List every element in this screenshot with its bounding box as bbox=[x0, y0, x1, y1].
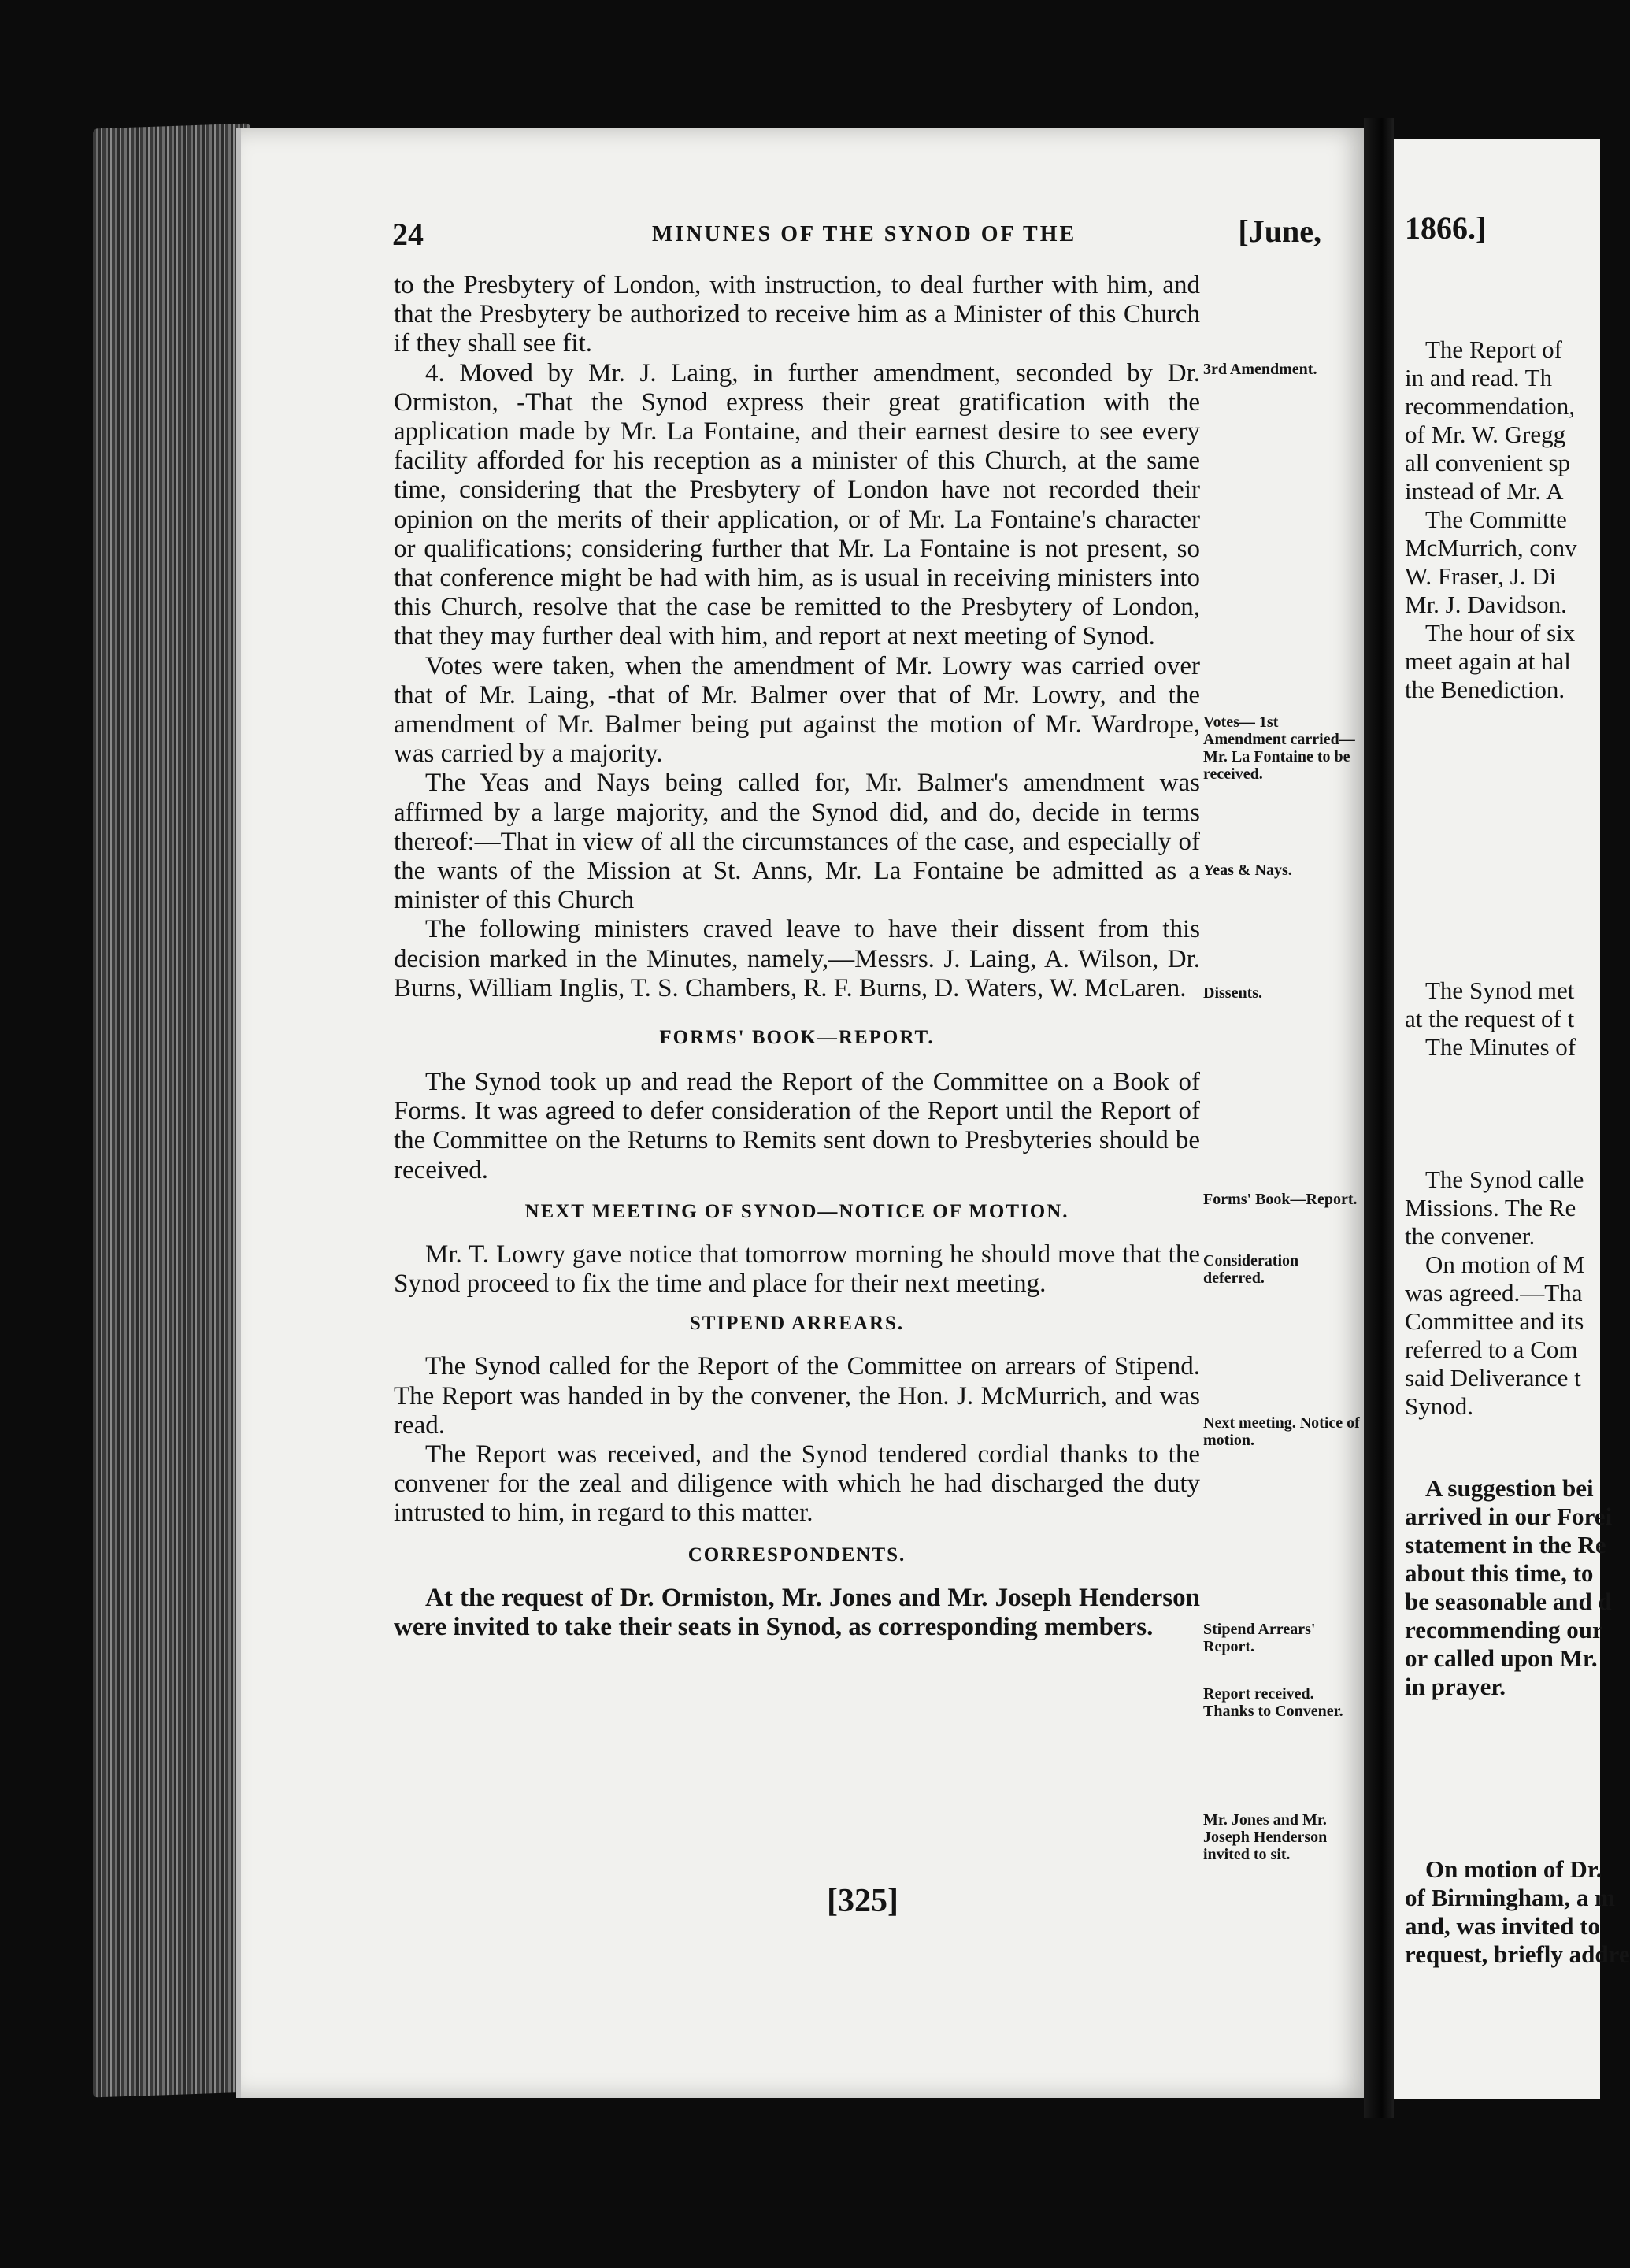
facing-line: The hour of six bbox=[1425, 619, 1576, 647]
page-title: MINUNES OF THE SYNOD OF THE bbox=[652, 222, 1077, 246]
paragraph: Mr. T. Lowry gave notice that tomorrow morning he should move that the Synod proceed to fix the time and place for their next meeting. bbox=[394, 1240, 1200, 1299]
paragraph: The Synod called for the Report of the Committee on arrears of Stipend. The Report was handed in by the convener, the Hon. J. McMurrich, and was read. bbox=[394, 1352, 1200, 1440]
facing-line: about this time, to bbox=[1405, 1559, 1594, 1587]
page-number: 24 bbox=[392, 217, 424, 252]
margin-note: Report received. Thanks to Convener. bbox=[1203, 1685, 1343, 1720]
section-heading: NEXT MEETING OF SYNOD—NOTICE OF MOTION. bbox=[524, 1200, 1069, 1222]
facing-line: in prayer. bbox=[1405, 1673, 1506, 1700]
margin-note: Dissents. bbox=[1203, 984, 1263, 1002]
facing-line: Synod. bbox=[1405, 1392, 1473, 1420]
facing-line: recommendation, bbox=[1405, 392, 1576, 420]
facing-line: McMurrich, conv bbox=[1405, 534, 1577, 561]
facing-line: was agreed.—Tha bbox=[1405, 1279, 1583, 1306]
facing-line: Missions. The Re bbox=[1405, 1194, 1576, 1221]
facing-line: at the request of t bbox=[1405, 1005, 1575, 1032]
body-text bbox=[394, 271, 1200, 1642]
facing-line: Committee and its bbox=[1405, 1307, 1584, 1335]
section-heading: CORRESPONDENTS. bbox=[687, 1544, 906, 1566]
book-fore-edge bbox=[93, 124, 250, 2098]
facing-line: recommending our bbox=[1405, 1616, 1603, 1644]
facing-line: Mr. J. Davidson. bbox=[1405, 591, 1567, 618]
footer-number: [325] bbox=[827, 1883, 898, 1919]
facing-line: On motion of Dr. bbox=[1425, 1855, 1602, 1883]
facing-line: and, was invited to bbox=[1405, 1912, 1601, 1940]
paragraph: 4. Moved by Mr. J. Laing, in further amendment, seconded by Dr. Ormiston, -That the Synod express their great gratification with the application made by Mr. La Fontaine, and their earnest desire to see every facility afforded for his reception as a minister of this Church, at the same time, considering that the Presbytery of London have not recorded their opinion on the merits of their application, or of Mr. La Fontaine's character or qualifications; considering further that Mr. La Fontaine is not present, so that conference might be had with him, as is usual in receiving ministers into this Church, resolve that the case be remitted to the Presbytery of London, that they may further deal with him, and report at next meeting of Synod. bbox=[394, 358, 1200, 651]
section-heading: FORMS' BOOK—REPORT. bbox=[659, 1027, 935, 1049]
paragraph: The following ministers craved leave to have their dissent from this decision marked in the Minutes, namely,—Messrs. J. Laing, A. Wilson, Dr. Burns, William Inglis, T. S. Chambers, R. F. Burns, D. Waters, W. McLaren. bbox=[394, 915, 1200, 1002]
paragraph: The Yeas and Nays being called for, Mr. Balmer's amendment was affirmed by a large majority, and the Synod did, and do, decide in terms thereof:—That in view of all the circumstances of the case, and especially of the wants of the Mission at St. Anns, Mr. La Fontaine be admitted as a minister of this Church bbox=[394, 769, 1200, 915]
margin-note: Forms' Book—Report. bbox=[1203, 1191, 1358, 1208]
facing-line: The Minutes of bbox=[1425, 1033, 1576, 1061]
facing-line: of Mr. W. Gregg bbox=[1405, 421, 1566, 448]
facing-line: arrived in our Forei bbox=[1405, 1503, 1613, 1530]
paragraph: Votes were taken, when the amendment of Mr. Lowry was carried over that of Mr. Laing, -that of Mr. Balmer over that of Mr. Lowry, and the amendment of Mr. Balmer being put against the motion of Mr. Wardrope, was carried by a majority. bbox=[394, 651, 1200, 769]
running-head bbox=[392, 213, 1321, 263]
facing-line: meet again at hal bbox=[1405, 647, 1571, 675]
section-heading: STIPEND ARREARS. bbox=[689, 1313, 905, 1335]
margin-note: Consideration deferred. bbox=[1203, 1252, 1299, 1287]
facing-line: referred to a Com bbox=[1405, 1336, 1578, 1363]
paragraph: At the request of Dr. Ormiston, Mr. Jones and Mr. Joseph Henderson were invited to take their seats in Synod, as corresponding members. bbox=[394, 1583, 1200, 1641]
facing-line: statement in the Re bbox=[1405, 1531, 1606, 1558]
facing-page bbox=[1394, 139, 1630, 2099]
margin-note: Mr. Jones and Mr. Joseph Henderson invited to sit. bbox=[1203, 1811, 1328, 1863]
margin-note: Next meeting. Notice of motion. bbox=[1203, 1414, 1360, 1449]
facing-line: The Synod calle bbox=[1425, 1166, 1584, 1193]
facing-line: A suggestion bei bbox=[1425, 1474, 1594, 1502]
facing-line: the convener. bbox=[1405, 1222, 1536, 1250]
paragraph: to the Presbytery of London, with instruction, to deal further with him, and that the Presbytery be authorized to receive him as a Minister of this Church if they shall see fit. bbox=[394, 271, 1200, 358]
facing-line: The Synod met bbox=[1425, 976, 1575, 1004]
facing-line: instead of Mr. A bbox=[1405, 477, 1564, 505]
paragraph: The Report was received, and the Synod tendered cordial thanks to the convener for the zeal and diligence with which he had discharged the duty intrusted to him, in regard to this matter. bbox=[394, 1440, 1200, 1528]
facing-line: in and read. Th bbox=[1405, 364, 1553, 391]
margin-note: Yeas & Nays. bbox=[1203, 862, 1292, 879]
paragraph: The Synod took up and read the Report of the Committee on a Book of Forms. It was agreed to defer consideration of the Report until the Report of the Committee on the Returns to Remits sent down to Presbyteries should be received. bbox=[394, 1068, 1200, 1184]
facing-line: said Deliverance t bbox=[1405, 1364, 1581, 1392]
facing-line: The Report of bbox=[1425, 335, 1562, 363]
facing-line: request, briefly addre bbox=[1405, 1940, 1630, 1968]
book-gutter bbox=[1364, 118, 1394, 2118]
facing-line: On motion of M bbox=[1425, 1251, 1585, 1278]
margin-note: Votes— 1st Amendment carried— Mr. La Fontaine to be received. bbox=[1203, 713, 1355, 783]
facing-line: of Birmingham, a m bbox=[1405, 1884, 1615, 1911]
facing-year: 1866.] bbox=[1405, 210, 1487, 246]
facing-line: all convenient sp bbox=[1405, 449, 1571, 476]
facing-line: or called upon Mr. bbox=[1405, 1644, 1598, 1672]
facing-line: The Committe bbox=[1425, 506, 1567, 533]
margin-note: Stipend Arrears' Report. bbox=[1203, 1621, 1316, 1655]
facing-line: W. Fraser, J. Di bbox=[1405, 562, 1557, 590]
facing-line: be seasonable and d bbox=[1405, 1588, 1612, 1615]
margin-note: 3rd Amendment. bbox=[1203, 361, 1317, 378]
facing-line: the Benediction. bbox=[1405, 676, 1565, 703]
header-date: [June, bbox=[1238, 213, 1321, 249]
